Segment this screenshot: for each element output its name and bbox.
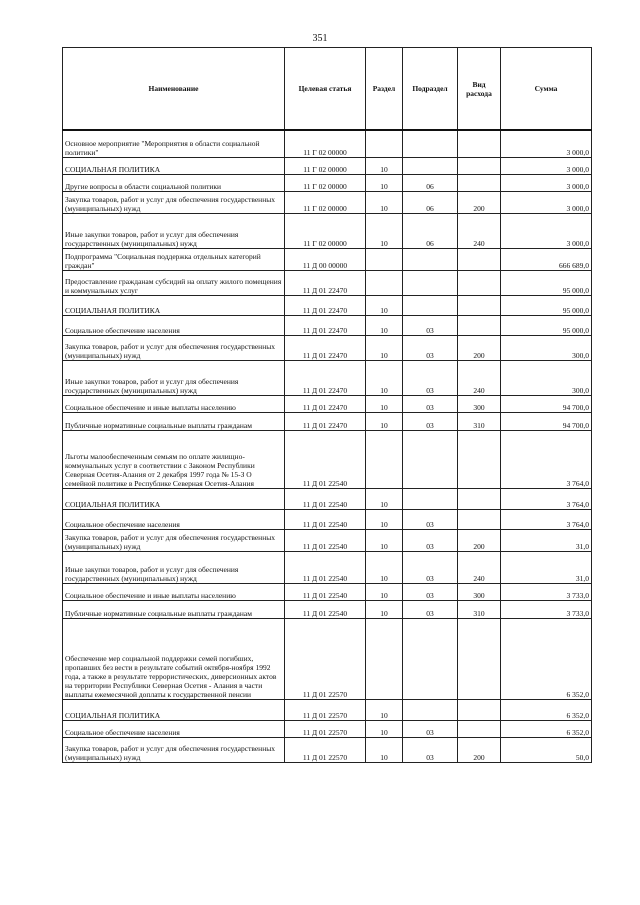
row-subsection: 03 xyxy=(403,551,458,583)
row-code: 11 Д 01 22540 xyxy=(285,430,366,488)
row-expense-type xyxy=(458,720,501,737)
table-row xyxy=(63,295,592,315)
row-subsection xyxy=(403,699,458,720)
row-code: 11 Д 01 22470 xyxy=(285,412,366,430)
row-subsection: 03 xyxy=(403,360,458,395)
table-row xyxy=(63,335,592,360)
row-name: СОЦИАЛЬНАЯ ПОЛИТИКА xyxy=(63,699,285,720)
row-name: Публичные нормативные социальные выплаты гражданам xyxy=(63,600,285,618)
row-name: СОЦИАЛЬНАЯ ПОЛИТИКА xyxy=(63,157,285,174)
table-row xyxy=(63,600,592,618)
row-code: 11 Д 01 22540 xyxy=(285,529,366,551)
row-section xyxy=(366,130,403,157)
row-name: Социальное обеспечение населения xyxy=(63,315,285,335)
row-code: 11 Г 02 00000 xyxy=(285,174,366,191)
row-code: 11 Д 01 22470 xyxy=(285,360,366,395)
table-row xyxy=(63,509,592,529)
row-sum: 3 764,0 xyxy=(501,509,592,529)
row-sum: 95 000,0 xyxy=(501,270,592,295)
row-expense-type xyxy=(458,618,501,699)
row-subsection: 03 xyxy=(403,412,458,430)
row-code: 11 Д 01 22470 xyxy=(285,270,366,295)
row-code: 11 Д 01 22540 xyxy=(285,551,366,583)
table-row xyxy=(63,412,592,430)
row-section: 10 xyxy=(366,360,403,395)
row-code: 11 Г 02 00000 xyxy=(285,191,366,213)
row-code: 11 Д 01 22540 xyxy=(285,509,366,529)
row-subsection xyxy=(403,618,458,699)
row-name: Закупка товаров, работ и услуг для обеспечения государственных (муниципальных) нужд xyxy=(63,191,285,213)
row-name: СОЦИАЛЬНАЯ ПОЛИТИКА xyxy=(63,295,285,315)
row-section xyxy=(366,270,403,295)
row-code: 11 Д 01 22570 xyxy=(285,720,366,737)
table-row xyxy=(63,213,592,248)
row-name: Другие вопросы в области социальной политики xyxy=(63,174,285,191)
table-row xyxy=(63,360,592,395)
table-row xyxy=(63,430,592,488)
row-section: 10 xyxy=(366,529,403,551)
row-subsection: 03 xyxy=(403,737,458,762)
header-sum: Сумма xyxy=(501,48,592,131)
header-name: Наименование xyxy=(63,48,285,131)
row-sum: 300,0 xyxy=(501,335,592,360)
table-header-row xyxy=(63,48,592,131)
table-row xyxy=(63,174,592,191)
row-code: 11 Д 01 22570 xyxy=(285,737,366,762)
row-subsection: 03 xyxy=(403,509,458,529)
row-section xyxy=(366,618,403,699)
row-expense-type: 240 xyxy=(458,360,501,395)
table-row xyxy=(63,583,592,600)
row-section: 10 xyxy=(366,412,403,430)
row-subsection: 06 xyxy=(403,191,458,213)
row-sum: 3 000,0 xyxy=(501,174,592,191)
row-expense-type: 310 xyxy=(458,600,501,618)
row-sum: 3 764,0 xyxy=(501,430,592,488)
row-subsection: 03 xyxy=(403,583,458,600)
row-expense-type xyxy=(458,430,501,488)
table-row xyxy=(63,130,592,157)
row-section: 10 xyxy=(366,315,403,335)
row-subsection xyxy=(403,270,458,295)
row-subsection: 06 xyxy=(403,213,458,248)
table-row xyxy=(63,248,592,270)
row-expense-type xyxy=(458,248,501,270)
row-name: Льготы малообеспеченным семьям по оплате жилищно-коммунальных услуг в соответствии с Законом Республики Северная Осетия-Алания от 2 декабря 1997 года № 15-З О семейной политике в Республике Северная Осетия-Алания xyxy=(63,430,285,488)
row-subsection: 03 xyxy=(403,529,458,551)
row-subsection xyxy=(403,430,458,488)
row-sum: 3 000,0 xyxy=(501,213,592,248)
row-sum: 3 733,0 xyxy=(501,600,592,618)
row-sum: 95 000,0 xyxy=(501,315,592,335)
table-row xyxy=(63,551,592,583)
row-section: 10 xyxy=(366,335,403,360)
row-name: Иные закупки товаров, работ и услуг для обеспечения государственных (муниципальных) нужд xyxy=(63,360,285,395)
row-sum: 3 000,0 xyxy=(501,130,592,157)
row-section: 10 xyxy=(366,699,403,720)
row-subsection xyxy=(403,130,458,157)
row-name: Социальное обеспечение населения xyxy=(63,509,285,529)
row-name: Социальное обеспечение и иные выплаты населению xyxy=(63,583,285,600)
row-expense-type: 240 xyxy=(458,551,501,583)
header-subsection: Подраздел xyxy=(403,48,458,131)
row-subsection: 06 xyxy=(403,174,458,191)
row-sum: 666 689,0 xyxy=(501,248,592,270)
row-name: Подпрограмма "Социальная поддержка отдельных категорий граждан" xyxy=(63,248,285,270)
row-expense-type xyxy=(458,699,501,720)
row-expense-type xyxy=(458,295,501,315)
row-name: Социальное обеспечение населения xyxy=(63,720,285,737)
row-name: Закупка товаров, работ и услуг для обеспечения государственных (муниципальных) нужд xyxy=(63,737,285,762)
row-subsection: 03 xyxy=(403,720,458,737)
row-sum: 3 000,0 xyxy=(501,191,592,213)
table-body xyxy=(63,130,592,762)
row-subsection: 03 xyxy=(403,335,458,360)
row-section: 10 xyxy=(366,191,403,213)
row-name: Социальное обеспечение и иные выплаты населению xyxy=(63,395,285,412)
header-code: Целевая статья xyxy=(285,48,366,131)
row-section: 10 xyxy=(366,509,403,529)
table-row xyxy=(63,395,592,412)
header-expense-type: Вид расхода xyxy=(458,48,501,131)
row-section: 10 xyxy=(366,213,403,248)
row-section: 10 xyxy=(366,488,403,509)
row-expense-type: 300 xyxy=(458,395,501,412)
row-name: СОЦИАЛЬНАЯ ПОЛИТИКА xyxy=(63,488,285,509)
row-name: Обеспечение мер социальной поддержки семей погибших, пропавших без вести в результате событий октября-ноября 1992 года, а также в результате террористических, диверсионных актов на территории Республики Северная Осетия - Алания в части выплаты ежемесячной доплаты к государственной пенсии xyxy=(63,618,285,699)
table-row xyxy=(63,270,592,295)
row-code: 11 Д 01 22540 xyxy=(285,488,366,509)
row-code: 11 Д 01 22470 xyxy=(285,315,366,335)
row-subsection xyxy=(403,488,458,509)
row-sum: 6 352,0 xyxy=(501,720,592,737)
table-row xyxy=(63,699,592,720)
row-expense-type xyxy=(458,488,501,509)
row-code: 11 Г 02 00000 xyxy=(285,213,366,248)
table-row xyxy=(63,488,592,509)
row-section: 10 xyxy=(366,720,403,737)
table-row xyxy=(63,191,592,213)
row-sum: 3 000,0 xyxy=(501,157,592,174)
row-sum: 6 352,0 xyxy=(501,699,592,720)
row-code: 11 Д 01 22470 xyxy=(285,295,366,315)
row-expense-type xyxy=(458,174,501,191)
row-name: Публичные нормативные социальные выплаты гражданам xyxy=(63,412,285,430)
row-code: 11 Г 02 00000 xyxy=(285,130,366,157)
row-section: 10 xyxy=(366,395,403,412)
table-row xyxy=(63,737,592,762)
row-sum: 94 700,0 xyxy=(501,412,592,430)
row-expense-type xyxy=(458,315,501,335)
row-code: 11 Д 01 22570 xyxy=(285,699,366,720)
row-expense-type: 200 xyxy=(458,737,501,762)
row-section: 10 xyxy=(366,737,403,762)
row-name: Иные закупки товаров, работ и услуг для обеспечения государственных (муниципальных) нужд xyxy=(63,551,285,583)
row-name: Закупка товаров, работ и услуг для обеспечения государственных (муниципальных) нужд xyxy=(63,335,285,360)
row-name: Основное мероприятие "Мероприятия в области социальной политики" xyxy=(63,130,285,157)
row-name: Предоставление гражданам субсидий на оплату жилого помещения и коммунальных услуг xyxy=(63,270,285,295)
row-sum: 95 000,0 xyxy=(501,295,592,315)
row-subsection xyxy=(403,248,458,270)
row-code: 11 Д 00 00000 xyxy=(285,248,366,270)
row-expense-type: 200 xyxy=(458,529,501,551)
row-section: 10 xyxy=(366,600,403,618)
row-section: 10 xyxy=(366,551,403,583)
row-section: 10 xyxy=(366,583,403,600)
row-section xyxy=(366,430,403,488)
page-number: 351 xyxy=(312,33,328,44)
row-name: Иные закупки товаров, работ и услуг для обеспечения государственных (муниципальных) нужд xyxy=(63,213,285,248)
row-section xyxy=(366,248,403,270)
row-section: 10 xyxy=(366,157,403,174)
row-code: 11 Г 02 00000 xyxy=(285,157,366,174)
table-row xyxy=(63,315,592,335)
row-subsection xyxy=(403,157,458,174)
row-expense-type xyxy=(458,270,501,295)
table-row xyxy=(63,618,592,699)
header-section: Раздел xyxy=(366,48,403,131)
row-code: 11 Д 01 22540 xyxy=(285,583,366,600)
row-subsection xyxy=(403,295,458,315)
row-sum: 31,0 xyxy=(501,529,592,551)
row-expense-type: 200 xyxy=(458,335,501,360)
row-sum: 300,0 xyxy=(501,360,592,395)
row-code: 11 Д 01 22570 xyxy=(285,618,366,699)
table-row xyxy=(63,529,592,551)
row-sum: 94 700,0 xyxy=(501,395,592,412)
table-row xyxy=(63,720,592,737)
row-subsection: 03 xyxy=(403,395,458,412)
row-expense-type xyxy=(458,157,501,174)
row-name: Закупка товаров, работ и услуг для обеспечения государственных (муниципальных) нужд xyxy=(63,529,285,551)
row-sum: 50,0 xyxy=(501,737,592,762)
budget-table xyxy=(62,47,592,763)
row-expense-type: 240 xyxy=(458,213,501,248)
row-expense-type: 200 xyxy=(458,191,501,213)
row-expense-type xyxy=(458,509,501,529)
row-expense-type: 300 xyxy=(458,583,501,600)
row-code: 11 Д 01 22540 xyxy=(285,600,366,618)
row-sum: 31,0 xyxy=(501,551,592,583)
row-expense-type xyxy=(458,130,501,157)
row-code: 11 Д 01 22470 xyxy=(285,395,366,412)
row-sum: 3 764,0 xyxy=(501,488,592,509)
row-code: 11 Д 01 22470 xyxy=(285,335,366,360)
table-row xyxy=(63,157,592,174)
row-subsection: 03 xyxy=(403,600,458,618)
row-subsection: 03 xyxy=(403,315,458,335)
row-sum: 6 352,0 xyxy=(501,618,592,699)
row-expense-type: 310 xyxy=(458,412,501,430)
row-sum: 3 733,0 xyxy=(501,583,592,600)
row-section: 10 xyxy=(366,174,403,191)
row-section: 10 xyxy=(366,295,403,315)
